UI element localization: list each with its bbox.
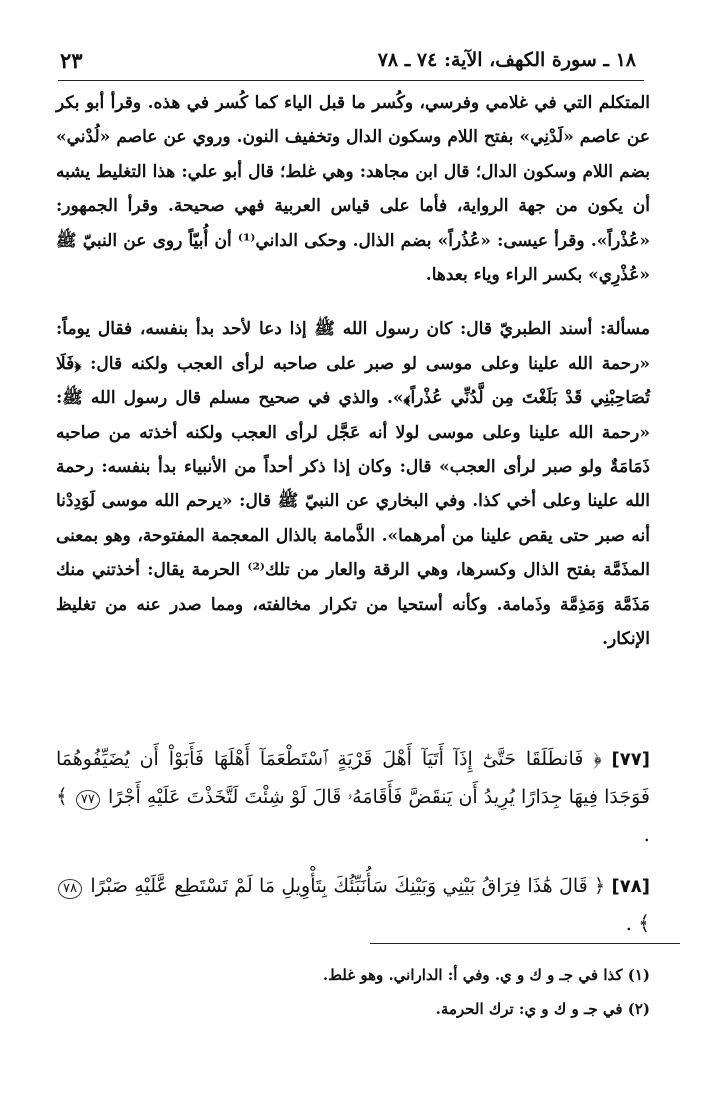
verse-77: [56, 741, 650, 854]
footnote-divider: [370, 943, 680, 944]
commentary-paragraph-1: المتكلم التي في غلامي وفرسي، وكُسر ما قبل الياء كما كُسر في هذه. وقرأ أبو بكر عن عاصم «لَدْنِي» بفتح اللام وسكون الدال وتخفيف النون. وروي عن عاصم «لُدْني» بضم اللام وسكون الدال؛ قال ابن مجاهد: وهي غلط؛ قال أبو علي: هذا التغليط يشبه أن يكون من جهة الرواية، فأما على قياس العربية فهي صحيحة. وقرأ الجمهور: «عُذْراً». وقرأ عيسى: «عُذُراً» بضم الذال. وحكى الداني⁽¹⁾ أن أُبيّاً روى عن النبيّ ﷺ «عُذْرِي» بكسر الراء وياء بعدها.: [56, 93, 650, 286]
verse-number: [٧٧]: [611, 749, 650, 770]
closing-bracket: ﴾ .: [625, 911, 650, 935]
page-number: ٢٣: [60, 47, 83, 73]
ayah-end-marker: ٧٨: [58, 879, 82, 899]
verse-number: [٧٨]: [611, 876, 650, 897]
footnote-1: (١) كذا في جـ و ك و ي. وفي أ: الداراني. وهو غلط.: [322, 966, 650, 984]
footnote-2: (٢) في جـ و ك و ي: ترك الحرمة.: [435, 1000, 650, 1018]
ayah-end-marker: ٧٧: [76, 790, 100, 810]
verse-78: [56, 868, 650, 943]
quran-verses: [56, 741, 650, 957]
closing-bracket: ﴾ .: [56, 784, 650, 846]
commentary-body: [56, 86, 650, 657]
verse-text: ﴿ فَانطَلَقَا حَتَّىٰٓ إِذَآ أَتَيَآ أَهْلَ قَرْيَةٍ ٱسْتَطْعَمَآ أَهْلَهَا فَأَبَوْاْ أَن يُضَيِّفُوهُمَا فَوَجَدَا فِيهَا جِدَارًا يُرِيدُ أَن يَنقَضَّ فَأَقَامَهُۥ قَالَ لَوْ شِئْتَ لَتَّخَذْتَ عَلَيْهِ أَجْرًا: [56, 748, 651, 808]
footnotes: [56, 958, 650, 1026]
running-title: ١٨ ـ سورة الكهف، الآية: ٧٤ ـ ٧٨: [377, 49, 636, 71]
header-divider: [58, 80, 644, 81]
commentary-paragraph-2: مسألة: أسند الطبريّ قال: كان رسول الله ﷺ إذا دعا لأحد بدأ بنفسه، فقال يوماً: «رحمة الله علينا وعلى موسى لو صبر على صاحبه لرأى العجب ولكنه قال: ﴿فَلَا تُصَاحِبْنِي قَدْ بَلَغْتَ مِن لَّدُنِّي عُذْراً﴾». والذي في صحيح مسلم قال رسول الله ﷺ: «رحمة الله علينا وعلى موسى لولا أنه عَجَّل لرأى العجب ولكنه أخذته من صاحبه ذَمَامَةٌ ولو صبر لرأى العجب» قال: وكان إذا ذكر أحداً من الأنبياء بدأ بنفسه: رحمة الله علينا وعلى أخي كذا. وفي البخاري عن النبيّ ﷺ قال: «يرحم الله موسى لَوَدِدْنا أنه صبر حتى يقص علينا من أمرهما». الذَّمامة بالذال المعجمة المفتوحة، وهو بمعنى المذَمَّة بفتح الذال وكسرها، وهي الرقة والعار من تلك⁽²⁾ الحرمة يقال: أخذتني منك مَذَمَّة وَمَذِمَّة وذَمامة. وكأنه أستحيا من تكرار مخالفته، ومما صدر عنه من تغليظ الإنكار.: [56, 319, 650, 650]
verse-text: ﴿ قَالَ هَٰذَا فِرَاقُ بَيْنِي وَبَيْنِكَ سَأُنَبِّئُكَ بِتَأْوِيلِ مَا لَمْ تَسْتَطِع عَّلَيْهِ صَبْرًا: [90, 875, 606, 897]
page-header: [60, 42, 636, 78]
